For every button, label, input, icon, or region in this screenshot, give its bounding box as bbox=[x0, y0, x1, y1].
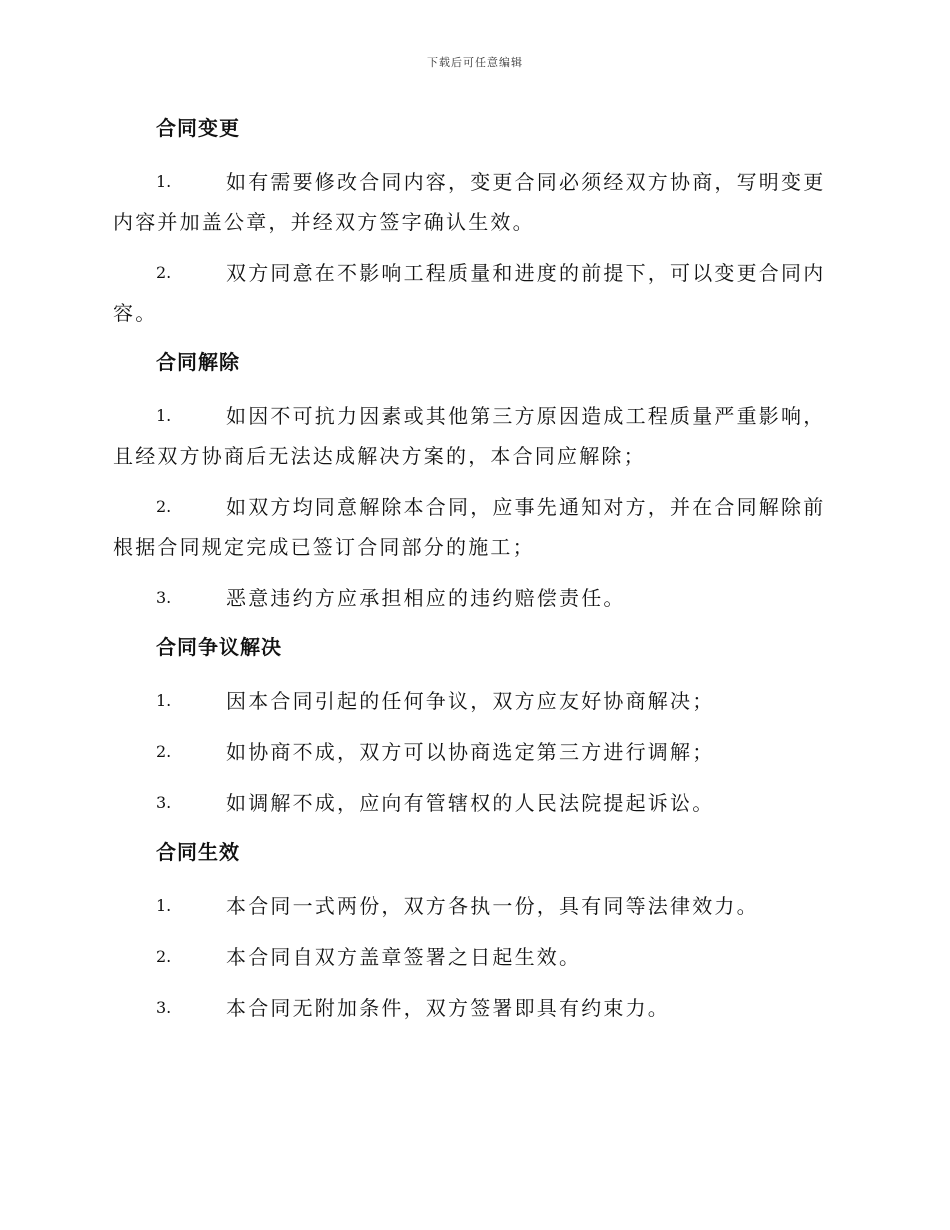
item-number: 3. bbox=[156, 588, 172, 607]
list-item bbox=[113, 732, 837, 772]
item-number: 1. bbox=[156, 406, 172, 425]
section-contract-change bbox=[113, 110, 837, 333]
item-number: 1. bbox=[156, 896, 172, 915]
list-item bbox=[113, 578, 837, 618]
list-item bbox=[113, 783, 837, 823]
item-text: 如因不可抗力因素或其他第三方原因造成工程质量严重影响，且经双方协商后无法达成解决方案的，本合同应解除； bbox=[113, 404, 826, 468]
document-body bbox=[113, 110, 837, 1039]
item-number: 1. bbox=[156, 691, 172, 710]
item-number: 3. bbox=[156, 998, 172, 1017]
item-text: 恶意违约方应承担相应的违约赔偿责任。 bbox=[226, 586, 626, 610]
section-contract-effectiveness bbox=[113, 834, 837, 1028]
item-number: 2. bbox=[156, 742, 172, 761]
item-text: 本合同自双方盖章签署之日起生效。 bbox=[226, 945, 582, 969]
item-number: 1. bbox=[156, 172, 172, 191]
item-text: 因本合同引起的任何争议，双方应友好协商解决； bbox=[226, 689, 715, 713]
section-title: 合同争议解决 bbox=[156, 635, 282, 659]
item-text: 本合同无附加条件，双方签署即具有约束力。 bbox=[226, 996, 670, 1020]
list-item bbox=[113, 988, 837, 1028]
section-dispute-resolution bbox=[113, 629, 837, 823]
section-title: 合同变更 bbox=[156, 116, 240, 140]
item-number: 2. bbox=[156, 497, 172, 516]
list-item bbox=[113, 253, 837, 333]
list-item bbox=[113, 487, 837, 567]
section-title: 合同生效 bbox=[156, 840, 240, 864]
list-item bbox=[113, 162, 837, 242]
item-number: 2. bbox=[156, 947, 172, 966]
section-title: 合同解除 bbox=[156, 350, 240, 374]
item-text: 本合同一式两份，双方各执一份，具有同等法律效力。 bbox=[226, 894, 759, 918]
item-text: 如有需要修改合同内容，变更合同必须经双方协商，写明变更内容并加盖公章，并经双方签字确认生效。 bbox=[113, 170, 826, 234]
item-text: 如调解不成，应向有管辖权的人民法院提起诉讼。 bbox=[226, 791, 715, 815]
item-text: 双方同意在不影响工程质量和进度的前提下，可以变更合同内容。 bbox=[113, 261, 826, 325]
item-number: 2. bbox=[156, 263, 172, 282]
list-item bbox=[113, 886, 837, 926]
page-header: 下载后可任意编辑 bbox=[427, 56, 523, 69]
item-text: 如协商不成，双方可以协商选定第三方进行调解； bbox=[226, 740, 715, 764]
item-number: 3. bbox=[156, 793, 172, 812]
section-contract-termination bbox=[113, 344, 837, 618]
list-item bbox=[113, 681, 837, 721]
item-text: 如双方均同意解除本合同，应事先通知对方，并在合同解除前根据合同规定完成已签订合同部分的施工； bbox=[113, 495, 826, 559]
list-item bbox=[113, 396, 837, 476]
list-item bbox=[113, 937, 837, 977]
